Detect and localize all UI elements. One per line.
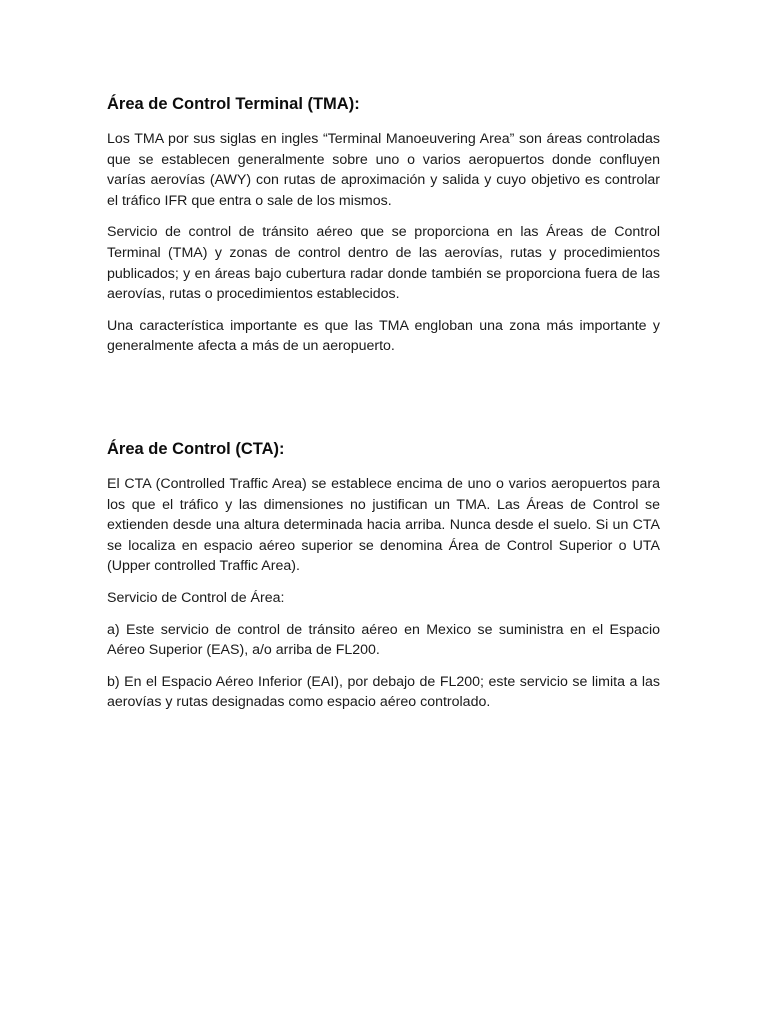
paragraph-cta-item-b: b) En el Espacio Aéreo Inferior (EAI), por debajo de FL200; este servicio se limita a las aerovías y rutas designadas como espacio aéreo controlado.: [107, 673, 660, 711]
paragraph-tma-characteristic: Una característica importante es que las TMA engloban una zona más importante y generalmente afecta a más de un aeropuerto.: [107, 317, 660, 355]
section-heading-cta: Área de Control (CTA):: [107, 440, 285, 458]
paragraph-cta-service-title: Servicio de Control de Área:: [107, 589, 285, 606]
paragraph-tma-service: Servicio de control de tránsito aéreo que se proporciona en las Áreas de Control Terminal (TMA) y zonas de control dentro de las aerovías, rutas y procedimientos publicados; y en áreas bajo cubertura radar donde también se proporciona fuera de las aerovías, rutas o procedimientos establecidos.: [107, 224, 660, 303]
section-heading-tma: Área de Control Terminal (TMA):: [107, 95, 360, 113]
section-cta: [107, 438, 660, 724]
paragraph-cta-item-a: a) Este servicio de control de tránsito aéreo en Mexico se suministra en el Espacio Aéreo Superior (EAS), a/o arriba de FL200.: [107, 621, 660, 659]
paragraph-tma-definition: Los TMA por sus siglas en ingles “Terminal Manoeuvering Area” son áreas controladas que se establecen generalmente sobre uno o varios aeropuertos donde confluyen varías aerovías (AWY) con rutas de aproximación y salida y cuyo objetivo es controlar el tráfico IFR que entra o sale de los mismos.: [107, 131, 660, 209]
paragraph-cta-definition: El CTA (Controlled Traffic Area) se establece encima de uno o varios aeropuertos para los que el tráfico y las dimensiones no justifican un TMA. Las Áreas de Control se extienden desde una altura determinada hacia arriba. Nunca desde el suelo. Si un CTA se localiza en espacio aéreo superior se denomina Área de Control Superior o UTA (Upper controlled Traffic Area).: [107, 476, 660, 575]
section-tma: [107, 93, 660, 368]
